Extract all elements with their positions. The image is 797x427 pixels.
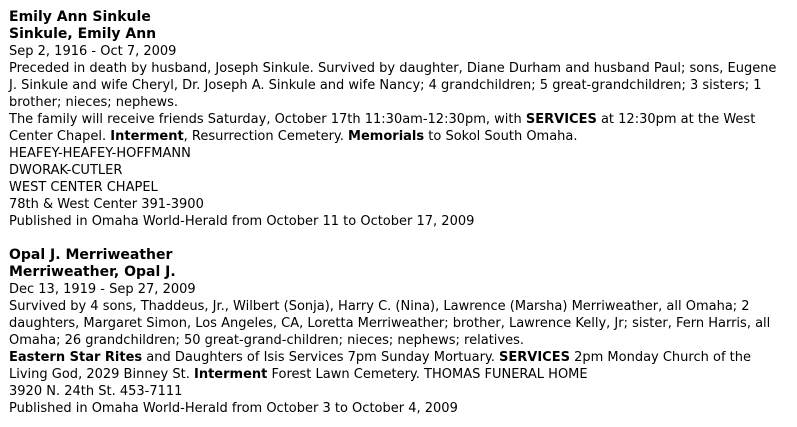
interment-keyword: Interment xyxy=(110,129,184,144)
funeral-home-line: 3920 N. 24th St. 453-7111 xyxy=(9,384,183,399)
obituary-dates: Dec 13, 1919 - Sep 27, 2009 xyxy=(9,282,196,297)
obituary-name-sorted: Merriweather, Opal J. xyxy=(9,264,176,280)
services-text: , Resurrection Cemetery. xyxy=(183,129,349,144)
obituary-name[interactable]: Emily Ann Sinkule xyxy=(9,9,151,25)
eastern-star-keyword: Eastern Star Rites xyxy=(9,350,143,365)
funeral-home-line: 78th & West Center 391-3900 xyxy=(9,197,204,212)
services-keyword: SERVICES xyxy=(499,350,570,365)
services-text: 2pm Monday Church of the Living God, 2029 Binney St. xyxy=(9,350,751,382)
funeral-home-line: DWORAK-CUTLER xyxy=(9,163,123,178)
services-text: at 12:30pm at the West Center Chapel. xyxy=(9,112,756,144)
services-text: and Daughters of Isis Services 7pm Sunday Mortuary. xyxy=(142,350,500,365)
services-text: to Sokol South Omaha. xyxy=(424,129,578,144)
obituary-name-sorted: Sinkule, Emily Ann xyxy=(9,26,157,42)
obituary-name[interactable]: Opal J. Merriweather xyxy=(9,247,173,263)
obituary-survivors: Survived by 4 sons, Thaddeus, Jr., Wilbert (Sonja), Harry C. (Nina), Lawrence (Marsha) Merriweather, all Omaha; 2 daughters, Margaret Simon, Los Angeles, CA, Loretta Merriweather; brother, Lawrence Kelly, Jr; sister, Fern Harris, all Omaha; 26 grandchildren; 50 great-grand-children; nieces; nephews; relatives. xyxy=(9,299,771,348)
funeral-home-line: HEAFEY-HEAFEY-HOFFMANN xyxy=(9,146,191,161)
services-text: The family will receive friends Saturday, October 17th 11:30am-12:30pm, with xyxy=(9,112,526,127)
interment-keyword: Interment xyxy=(194,367,268,382)
services-text: Forest Lawn Cemetery. THOMAS FUNERAL HOME xyxy=(267,367,588,382)
published-line: Published in Omaha World-Herald from October 3 to October 4, 2009 xyxy=(9,401,458,416)
obituary-entry-merriweather xyxy=(9,247,788,417)
funeral-home-line: WEST CENTER CHAPEL xyxy=(9,180,158,195)
obituary-services xyxy=(9,111,788,145)
obituary-survivors: Preceded in death by husband, Joseph Sinkule. Survived by daughter, Diane Durham and husband Paul; sons, Eugene J. Sinkule and wife Cheryl, Dr. Joseph A. Sinkule and wife Nancy; 4 grandchildren; 5 great-grandchildren; 3 sisters; 1 brother; nieces; nephews. xyxy=(9,61,777,110)
published-line: Published in Omaha World-Herald from October 11 to October 17, 2009 xyxy=(9,214,475,229)
obituary-entry-sinkule xyxy=(9,9,788,230)
memorials-keyword: Memorials xyxy=(348,129,425,144)
obituary-services xyxy=(9,349,788,383)
services-keyword: SERVICES xyxy=(525,112,597,127)
obituary-dates: Sep 2, 1916 - Oct 7, 2009 xyxy=(9,44,177,59)
